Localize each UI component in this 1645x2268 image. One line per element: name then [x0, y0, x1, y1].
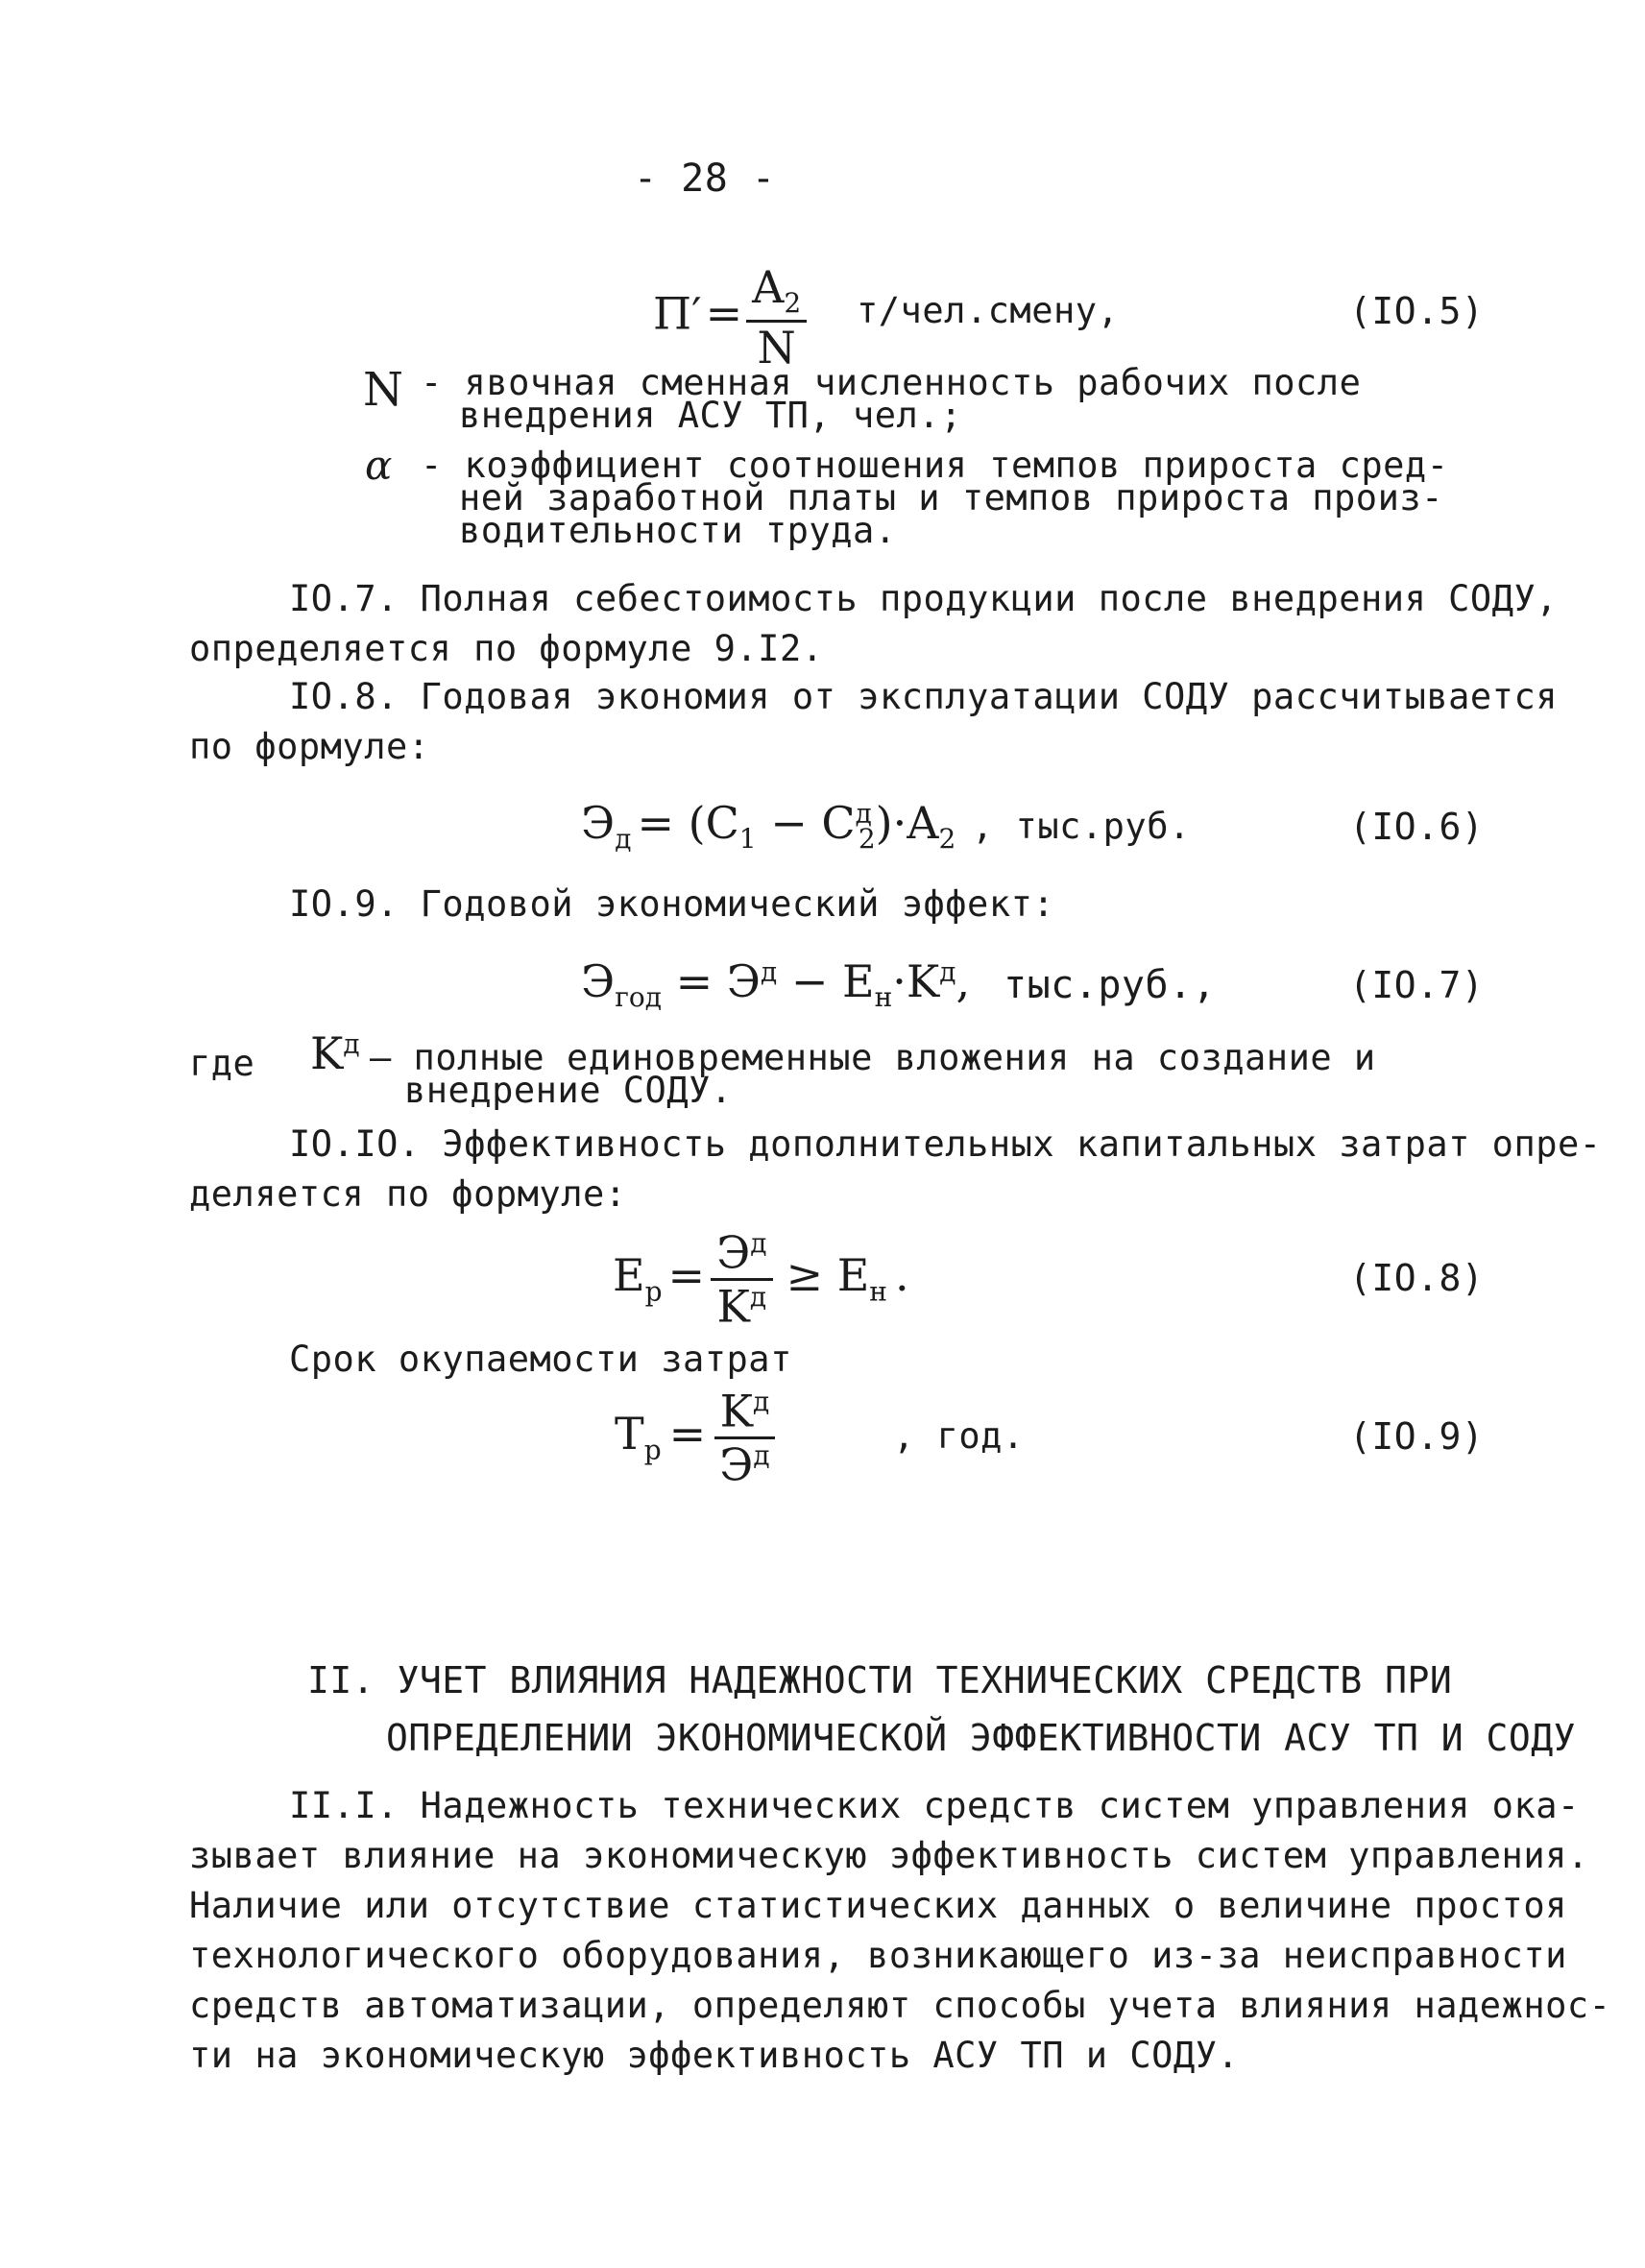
fraction-denominator: $Э^д$ [719, 1437, 770, 1490]
where-text: – полные единовременные вложения на создание и внедрение СОДУ. [370, 1037, 1376, 1111]
section-heading: II. УЧЕТ ВЛИЯНИЯ НАДЕЖНОСТИ ТЕХНИЧЕСКИХ СРЕДСТВ ПРИ ОПРЕДЕЛЕНИИ ЭКОНОМИЧЕСКОЙ ЭФФЕКТИВНОСТИ АСУ ТП И СОДУ [307, 1659, 1577, 1759]
formula-10-9-unit: , год. [893, 1415, 1025, 1457]
fraction-numerator: $Э^д$ [711, 1229, 772, 1281]
formula-10-7-unit: тыс.руб., [1004, 963, 1217, 1007]
formula-10-5-unit: т/чел.смену, [857, 290, 1120, 331]
fraction-numerator: $A_2$ [746, 264, 807, 323]
fraction [711, 1226, 772, 1332]
definition-text: - явочная сменная численность рабочих после внедрения АСУ ТП, чел.; [421, 362, 1362, 436]
fraction [746, 261, 807, 374]
formula-10-9-number: (IO.9) [1349, 1415, 1485, 1458]
formula-10-7: $Э_{год} = Э^д - E_н\cdot K^д$, [581, 955, 971, 1014]
formula-10-6-unit: , тыс.руб. [972, 806, 1191, 847]
paragraph-10-10: IO.IO. Эффективность дополнительных капитальных затрат опре- деляется по формуле: [189, 1123, 1602, 1215]
formula-eq: = [705, 287, 743, 340]
fraction [714, 1385, 775, 1490]
definition-symbol: α [365, 442, 393, 489]
fraction-denominator: N [757, 321, 796, 374]
paragraph-10-8: IO.8. Годовая экономия от эксплуатации СОДУ рассчитывается по формуле: [189, 676, 1559, 767]
section-11-paragraph: II.I. Надежность технических средств систем управления ока- зывает влияние на экономическую эффективность систем управления. Наличие или отсутствие статистических данных о величине простоя технологического оборудования, возникающего из-за неисправности средств автоматизации, определяют способы учета влияния надежнос- ти на экономическую эффективность АСУ ТП и СОДУ. [189, 1785, 1611, 2076]
formula-10-5 [653, 261, 807, 374]
formula-10-6-number: (IO.6) [1349, 806, 1485, 848]
paragraph-10-9: IO.9. Годовой экономический эффект: [289, 883, 1055, 925]
fraction-denominator: $K^д$ [716, 1279, 767, 1332]
definition-symbol: N [363, 363, 403, 417]
formula-10-8-number: (IO.8) [1349, 1257, 1485, 1299]
payback-label: Срок окупаемости затрат [289, 1339, 792, 1380]
formula-lhs: П′ [653, 287, 702, 340]
where-symbol: $K^д$ [310, 1027, 360, 1079]
formula-10-9: $T_р$ = $\frac{K^д}{Э^д}$ [615, 1387, 776, 1487]
formula-10-7-number: (IO.7) [1349, 964, 1485, 1006]
formula-10-5-number: (IO.5) [1349, 290, 1485, 332]
formula-10-8: $E_р$ = $\frac{Э^д}{K^д}$ ≥ $E_н$ . [613, 1226, 909, 1332]
paragraph-10-7: IO.7. Полная себестоимость продукции после внедрения СОДУ, определяется по формуле 9.I2. [189, 578, 1559, 669]
fraction-numerator: $K^д$ [714, 1387, 776, 1439]
where-label: где [189, 1043, 255, 1084]
formula-10-6: $Э_д = (C_1 - C^д_2)\cdot A_2$ [581, 797, 956, 856]
page-number: - 28 - [634, 157, 776, 201]
definition-text: - коэффициент соотношения темпов прироста сред- ней заработной платы и темпов прироста произ- водительности труда. [421, 445, 1449, 551]
